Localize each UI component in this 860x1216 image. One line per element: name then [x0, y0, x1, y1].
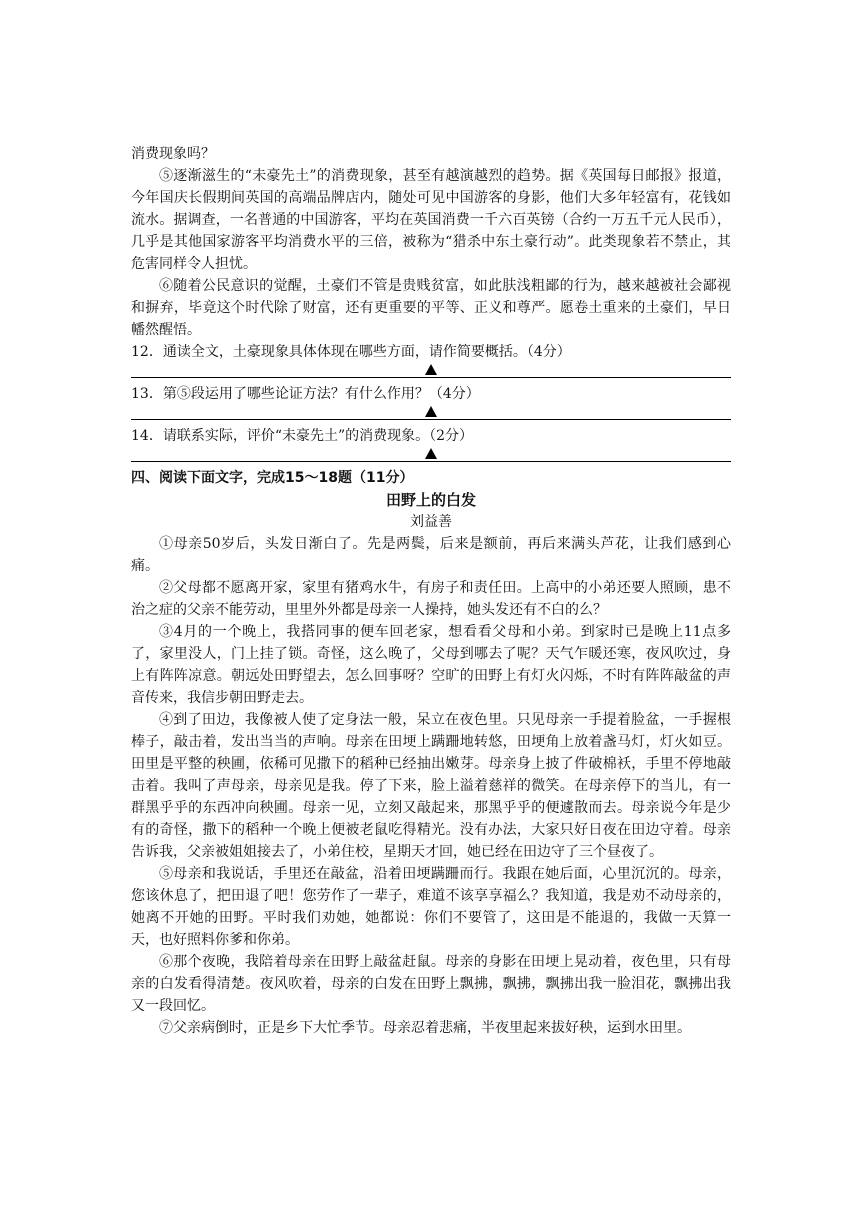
essay-title: 田野上的白发: [385, 491, 476, 509]
triangle-icon: [425, 448, 437, 459]
essay-paragraph-3: ③4月的一个晚上，我搭同事的便车回老家，想看看父母和小弟。到家时已是晚上11点多了，家里没人，门上挂了锁。奇怪，这么晚了，父母到哪去了呢？天气乍暖还寒，夜风吹过，身上有阵阵凉意。朝远处田野望去，怎么回事呀？空旷的田野上有灯火闪烁，不时有阵阵敲盆的声音传来，我信步朝田野走去。: [131, 624, 731, 706]
essay-paragraph-5: ⑤母亲和我说话，手里还在敲盆，沿着田埂蹒跚而行。我跟在她后面，心里沉沉的。母亲，您该休息了，把田退了吧！您劳作了一辈子，难道不该享享福么？我知道，我是劝不动母亲的，她离不开她的田野。平时我们劝她，她都说：你们不要管了，这田是不能退的，我做一天算一天，也好照料你爹和你弟。: [131, 866, 731, 948]
answer-line[interactable]: [131, 363, 731, 378]
section-heading: 四、阅读下面文字，完成15～18题（11分）: [131, 470, 414, 486]
intro-tail: 消费现象吗？: [131, 146, 215, 162]
essay-paragraph-7: ⑦父亲病倒时，正是乡下大忙季节。母亲忍着悲痛，半夜里起来拔好秧，运到水田里。: [159, 1020, 691, 1036]
paragraph-5: ⑤逐渐滋生的“未豪先土”的消费现象，甚至有越演越烈的趋势。据《英国每日邮报》报道，今年国庆长假期间英国的高端品牌店内，随处可见中国游客的身影，他们大多年轻富有，花钱如流水。据调查，一名普通的中国游客，平均在英国消费一千六百英镑（合约一万五千元人民币），几乎是其他国家游客平均消费水平的三倍，被称为“猎杀中东土豪行动”。此类现象若不禁止，其危害同样令人担忧。: [131, 168, 731, 272]
essay-paragraph-4: ④到了田边，我像被人使了定身法一般，呆立在夜色里。只见母亲一手提着脸盆，一手握根棒子，敲击着，发出当当的声响。母亲在田埂上蹒跚地转悠，田埂角上放着盏马灯，灯火如豆。田里是平整的秧圃，依稀可见撒下的稻种已经抽出嫩芽。母亲身上披了件破棉袄，手里不停地敲击着。我叫了声母亲，母亲见是我。停了下来，脸上溢着慈祥的微笑。在母亲停下的当儿，有一群黑乎乎的东西冲向秧圃。母亲一见，立刻又敲起来，那黑乎乎的便遽散而去。母亲说今年是少有的奇怪，撒下的稻种一个晚上便被老鼠吃得精光。没有办法，大家只好日夜在田边守着。母亲告诉我，父亲被姐姐接去了，小弟住校，星期天才回，她已经在田边守了三个昼夜了。: [131, 712, 731, 860]
triangle-icon: [425, 406, 437, 417]
paragraph-6: ⑥随着公民意识的觉醒，土豪们不管是贵贱贫富，如此肤浅粗鄙的行为，越来越被社会鄙视和摒弃，毕竟这个时代除了财富，还有更重要的平等、正义和尊严。愿卷土重来的土豪们，早日幡然醒悟。: [131, 278, 731, 338]
question-14: 14．请联系实际，评价“未豪先土”的消费现象。（2分）: [131, 428, 474, 444]
question-12: 12．通读全文，土豪现象具体体现在哪些方面，请作简要概括。（4分）: [131, 344, 571, 360]
answer-line[interactable]: [131, 447, 731, 462]
essay-paragraph-6: ⑥那个夜晚，我陪着母亲在田野上敲盆赶鼠。母亲的身影在田埂上晃动着，夜色里，只有母亲的白发看得清楚。夜风吹着，母亲的白发在田野上飘拂，飘拂，飘拂出我一脸泪花，飘拂出我又一段回忆。: [131, 954, 731, 1014]
essay-author: 刘益善: [410, 514, 452, 530]
document-page: [131, 143, 731, 1039]
answer-line[interactable]: [131, 405, 731, 420]
essay-paragraph-1: ①母亲50岁后，头发日渐白了。先是两鬓，后来是额前，再后来满头芦花，让我们感到心痛。: [131, 536, 731, 574]
triangle-icon: [425, 364, 437, 375]
essay-paragraph-2: ②父母都不愿离开家，家里有猪鸡水牛，有房子和责任田。上高中的小弟还要人照顾，患不治之症的父亲不能劳动，里里外外都是母亲一人操持，她头发还有不白的么？: [131, 580, 731, 618]
question-13: 13．第⑤段运用了哪些论证方法？有什么作用？（4分）: [131, 386, 480, 402]
